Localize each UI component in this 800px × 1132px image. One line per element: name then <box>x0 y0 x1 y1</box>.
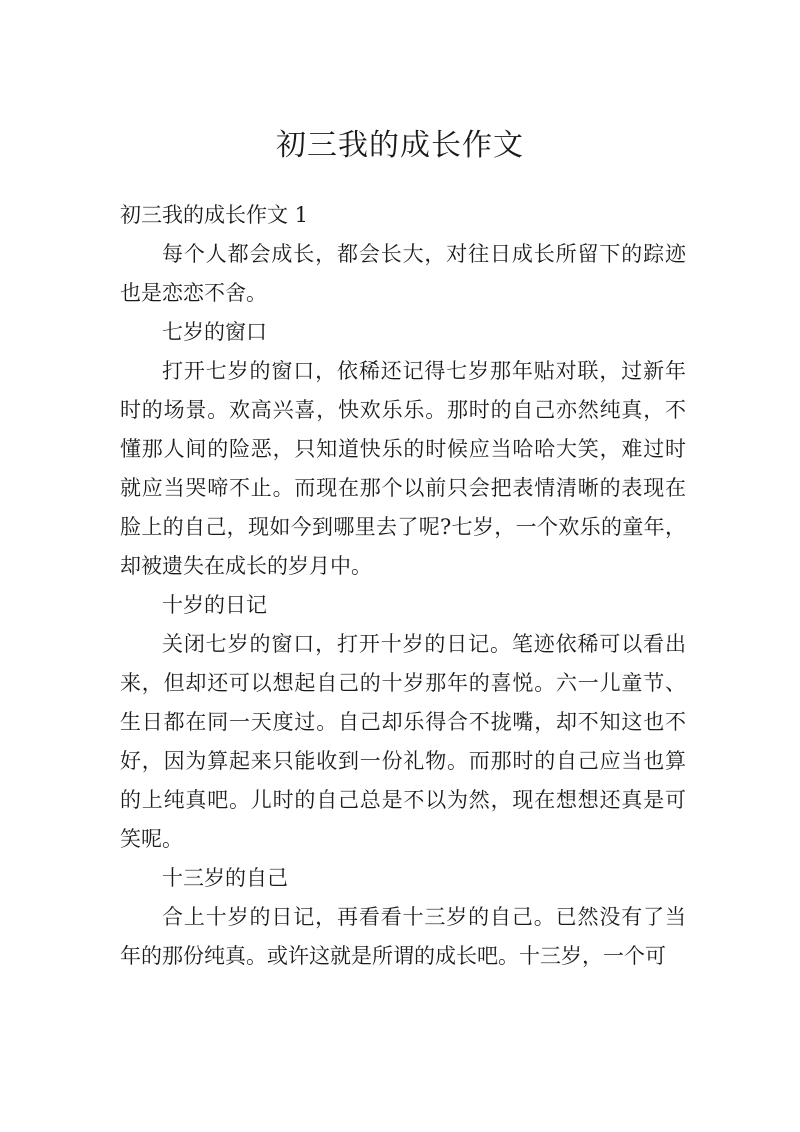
paragraph: 每个人都会成长，都会长大，对往日成长所留下的踪迹也是恋恋不舍。 <box>120 242 686 305</box>
section-subhead: 七岁的窗口 <box>162 320 267 344</box>
document-body <box>120 196 686 976</box>
paragraph: 关闭七岁的窗口，打开十岁的日记。笔迹依稀可以看出来，但却还可以想起自己的十岁那年的喜悦。六一儿童节、生日都在同一天度过。自己却乐得合不拢嘴，却不知这也不好，因为算起来只能收到一份礼物。而那时的自己应当也算的上纯真吧。儿时的自己总是不以为然，现在想想还真是可笑呢。 <box>120 632 686 851</box>
essay-heading: 初三我的成长作文 1 <box>120 203 309 227</box>
section-subhead: 十岁的日记 <box>162 593 267 617</box>
paragraph: 合上十岁的日记，再看看十三岁的自己。已然没有了当年的那份纯真。或许这就是所谓的成长吧。十三岁，一个可 <box>120 905 686 968</box>
paragraph: 打开七岁的窗口，依稀还记得七岁那年贴对联，过新年时的场景。欢高兴喜，快欢乐乐。那时的自己亦然纯真，不懂那人间的险恶，只知道快乐的时候应当哈哈大笑，难过时就应当哭啼不止。而现在那个以前只会把表情清晰的表现在脸上的自己，现如今到哪里去了呢?七岁，一个欢乐的童年，却被遗失在成长的岁月中。 <box>120 359 686 578</box>
section-subhead: 十三岁的自己 <box>162 866 288 890</box>
document-title: 初三我的成长作文 <box>276 128 524 163</box>
